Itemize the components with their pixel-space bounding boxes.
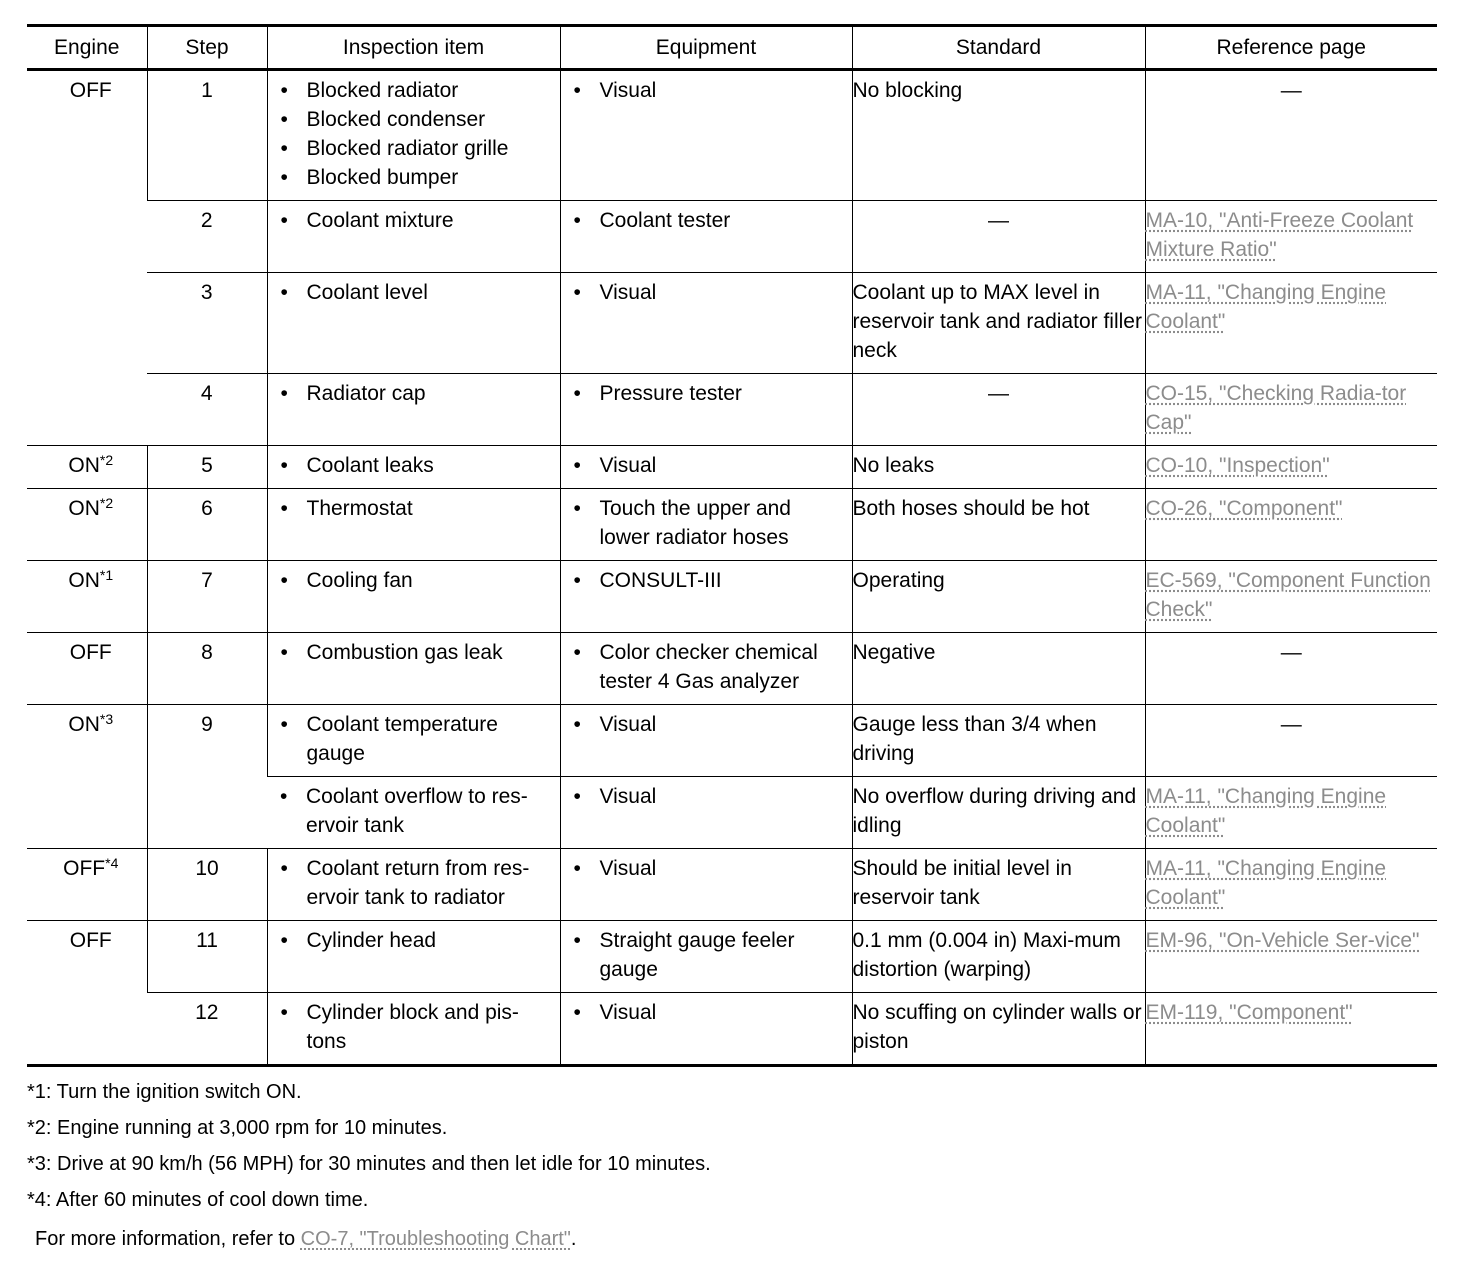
reference-cell — [1145, 849, 1437, 921]
item-bullet: • Blocked condenser — [268, 105, 560, 134]
engine-footnote-mark: *2 — [99, 495, 114, 511]
item-bullet: • Cylinder head — [268, 926, 560, 955]
engine-state: OFF — [63, 857, 106, 880]
equipment-bullet: • CONSULT-III — [561, 566, 852, 595]
item-bullet: • Blocked radiator — [268, 76, 560, 105]
footnote: *3: Drive at 90 km/h (56 MPH) for 30 minutes and then let idle for 10 minutes. — [27, 1153, 711, 1175]
equipment-cell — [560, 561, 852, 633]
reference-cell — [1145, 777, 1437, 849]
reference-link[interactable]: CO-15, "Checking Radia-tor Cap" — [1145, 382, 1407, 434]
item-cell — [267, 201, 560, 273]
item-cell — [267, 705, 560, 777]
item-bullet: • Cooling fan — [268, 566, 560, 595]
footnote: *1: Turn the ignition switch ON. — [27, 1081, 302, 1103]
item-bullet: • Blocked bumper — [268, 163, 560, 192]
engine-cell — [27, 446, 147, 489]
equipment-cell — [560, 374, 852, 446]
equipment-cell — [560, 921, 852, 993]
item-cell — [267, 70, 560, 201]
engine-state: OFF — [69, 641, 112, 664]
reference-cell — [1145, 374, 1437, 446]
equipment-bullet: • Visual — [561, 998, 852, 1027]
item-bullet: • Coolant return from res-ervoir tank to radiator — [268, 854, 560, 912]
item-cell — [267, 273, 560, 374]
equipment-bullet: • Coolant tester — [561, 206, 852, 235]
reference-cell — [1145, 201, 1437, 273]
reference-cell — [1145, 446, 1437, 489]
item-bullet: • Coolant mixture — [268, 206, 560, 235]
reference-link[interactable]: CO-10, "Inspection" — [1145, 454, 1330, 477]
reference-link[interactable]: MA-11, "Changing Engine Coolant" — [1145, 281, 1387, 333]
engine-state: ON — [68, 454, 100, 477]
standard-cell: No overflow during driving and idling — [852, 777, 1145, 849]
standard-cell: Operating — [852, 561, 1145, 633]
footnote: *4: After 60 minutes of cool down time. — [27, 1189, 369, 1211]
table-row — [27, 273, 1437, 374]
standard-cell: Coolant up to MAX level in reservoir tank and radiator filler neck — [852, 273, 1145, 374]
standard-cell: No scuffing on cylinder walls or piston — [852, 993, 1145, 1066]
reference-cell: — — [1145, 70, 1437, 201]
engine-cell — [27, 633, 147, 705]
standard-cell: 0.1 mm (0.004 in) Maxi-mum distortion (warping) — [852, 921, 1145, 993]
header-standard: Standard — [852, 26, 1145, 70]
standard-cell: Should be initial level in reservoir tank — [852, 849, 1145, 921]
step-cell: 12 — [195, 1001, 219, 1024]
item-cell — [267, 374, 560, 446]
item-cell — [267, 446, 560, 489]
step-cell: 6 — [147, 489, 267, 561]
step-cell: 1 — [147, 70, 267, 201]
step-cell: 4 — [200, 382, 213, 405]
item-bullet: • Combustion gas leak — [268, 638, 560, 667]
item-bullet: • Coolant level — [268, 278, 560, 307]
table-row — [27, 446, 1437, 489]
item-bullet: • Thermostat — [268, 494, 560, 523]
step-cell: 8 — [147, 633, 267, 705]
table-row — [27, 201, 1437, 273]
equipment-cell — [560, 705, 852, 777]
reference-cell — [1145, 561, 1437, 633]
reference-cell — [1145, 993, 1437, 1066]
table-header-row — [27, 26, 1437, 70]
standard-cell: Both hoses should be hot — [852, 489, 1145, 561]
header-reference-page: Reference page — [1145, 26, 1437, 70]
engine-footnote-mark: *3 — [99, 711, 114, 727]
table-row — [27, 70, 1437, 201]
equipment-bullet: • Visual — [561, 278, 852, 307]
item-bullet: • Radiator cap — [268, 379, 560, 408]
reference-cell — [1145, 273, 1437, 374]
table-row — [27, 849, 1437, 921]
item-bullet: • Coolant leaks — [268, 451, 560, 480]
header-equipment: Equipment — [560, 26, 852, 70]
step-cell: 5 — [147, 446, 267, 489]
reference-cell: — — [1145, 705, 1437, 777]
engine-cell — [27, 489, 147, 561]
step-cell: 9 — [147, 705, 267, 849]
step-cell: 11 — [147, 921, 267, 993]
table-row — [27, 993, 1437, 1066]
equipment-bullet: • Visual — [561, 782, 852, 811]
header-inspection-item: Inspection item — [267, 26, 560, 70]
item-cell — [267, 489, 560, 561]
item-cell — [267, 777, 560, 849]
standard-cell: — — [852, 201, 1145, 273]
standard-cell: Negative — [852, 633, 1145, 705]
engine-state: ON — [68, 497, 100, 520]
troubleshooting-chart-link[interactable]: CO-7, "Troubleshooting Chart" — [300, 1228, 571, 1250]
equipment-cell — [560, 993, 852, 1066]
reference-link[interactable]: MA-10, "Anti-Freeze Coolant Mixture Ratio" — [1145, 209, 1414, 261]
engine-cell — [27, 921, 147, 1066]
equipment-cell — [560, 446, 852, 489]
table-row — [27, 705, 1437, 777]
inspection-table — [27, 24, 1437, 1067]
item-cell — [267, 993, 560, 1066]
item-cell — [267, 633, 560, 705]
engine-state: OFF — [69, 929, 112, 952]
engine-cell — [27, 705, 147, 849]
item-cell — [267, 921, 560, 993]
header-step: Step — [147, 26, 267, 70]
reference-cell — [1145, 489, 1437, 561]
equipment-cell — [560, 273, 852, 374]
table-row — [27, 561, 1437, 633]
equipment-bullet: • Visual — [561, 710, 852, 739]
equipment-bullet: • Touch the upper and lower radiator hoses — [561, 494, 852, 552]
step-cell: 7 — [147, 561, 267, 633]
engine-state: ON — [68, 713, 100, 736]
engine-state: OFF — [69, 79, 112, 102]
reference-link[interactable]: MA-11, "Changing Engine Coolant" — [1145, 857, 1387, 909]
equipment-bullet: • Pressure tester — [561, 379, 852, 408]
item-bullet: • Coolant overflow to res-ervoir tank — [267, 782, 560, 840]
engine-footnote-mark: *1 — [99, 567, 114, 583]
reference-cell — [1145, 921, 1437, 993]
engine-cell — [27, 561, 147, 633]
engine-cell — [27, 70, 147, 446]
equipment-cell — [560, 70, 852, 201]
equipment-cell — [560, 489, 852, 561]
more-info-prefix: For more information, refer to — [35, 1228, 301, 1250]
footnotes — [27, 1078, 711, 1261]
reference-link[interactable]: EM-96, "On-Vehicle Ser-vice" — [1145, 929, 1420, 952]
reference-cell: — — [1145, 633, 1437, 705]
equipment-cell — [560, 201, 852, 273]
equipment-bullet: • Visual — [561, 451, 852, 480]
step-cell: 2 — [200, 209, 213, 232]
engine-cell — [27, 849, 147, 921]
reference-link[interactable]: EC-569, "Component Function Check" — [1145, 569, 1431, 621]
equipment-cell — [560, 633, 852, 705]
equipment-bullet: • Visual — [561, 854, 852, 883]
more-info-suffix: . — [570, 1228, 577, 1250]
table-row — [27, 489, 1437, 561]
item-cell — [267, 849, 560, 921]
equipment-bullet: • Visual — [561, 76, 852, 105]
item-bullet: • Blocked radiator grille — [268, 134, 560, 163]
table-row — [27, 921, 1437, 993]
standard-cell: Gauge less than 3/4 when driving — [852, 705, 1145, 777]
step-cell: 3 — [200, 281, 213, 304]
header-engine: Engine — [54, 36, 120, 59]
standard-cell: No leaks — [852, 446, 1145, 489]
standard-cell: — — [852, 374, 1145, 446]
more-info-line — [27, 1225, 711, 1261]
equipment-bullet: • Straight gauge feeler gauge — [561, 926, 852, 984]
standard-cell: No blocking — [852, 70, 1145, 201]
reference-link[interactable]: MA-11, "Changing Engine Coolant" — [1145, 785, 1387, 837]
table-row — [27, 374, 1437, 446]
item-cell — [267, 561, 560, 633]
table-row — [27, 633, 1437, 705]
engine-state: ON — [68, 569, 100, 592]
equipment-bullet: • Color checker chemical tester 4 Gas analyzer — [561, 638, 852, 696]
step-cell: 10 — [147, 849, 267, 921]
reference-link[interactable]: EM-119, "Component" — [1145, 1001, 1353, 1024]
item-bullet: • Cylinder block and pis-tons — [268, 998, 560, 1056]
equipment-cell — [560, 777, 852, 849]
equipment-cell — [560, 849, 852, 921]
item-bullet: • Coolant temperature gauge — [268, 710, 560, 768]
footnote: *2: Engine running at 3,000 rpm for 10 minutes. — [27, 1117, 448, 1139]
reference-link[interactable]: CO-26, "Component" — [1145, 497, 1343, 520]
engine-footnote-mark: *2 — [99, 452, 114, 468]
engine-footnote-mark: *4 — [105, 855, 119, 871]
